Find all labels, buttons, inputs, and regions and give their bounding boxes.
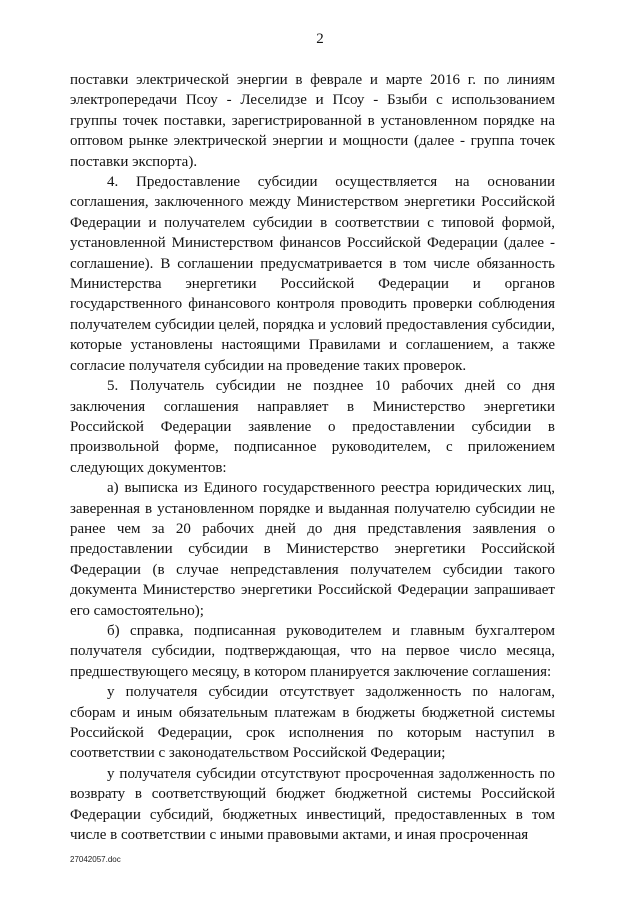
page-number: 2	[316, 31, 324, 47]
paragraph-item-4: 4. Предоставление субсидии осуществляется на основании соглашения, заключенного между Министерством энергетики Российской Федерации и получателем субсидии в соответствии с типовой формой, установленной Министерством финансов Российской Федерации (далее - соглашение). В соглашении предусматривается в том числе обязанность Министерства энергетики Российской Федерации и органов государственного финансового контроля проводить проверки соблюдения получателем субсидии целей, порядка и условий предоставления субсидии, которые установлены настоящими Правилами и соглашением, а также согласие получателя субсидии на проведение таких проверок.	[70, 174, 555, 374]
paragraph-item-5a: а) выписка из Единого государственного реестра юридических лиц, заверенная в установленном порядке и выданная получателю субсидии не ранее чем за 20 рабочих дней до дня представления заявления о предоставлении субсидии в Министерство энергетики Российской Федерации (в случае непредставления получателем субсидии такого документа Министерство энергетики Российской Федерации запрашивает его самостоятельно);	[70, 480, 555, 619]
paragraph-item-5b: б) справка, подписанная руководителем и главным бухгалтером получателя субсидии, подтверждающая, что на первое число месяца, предшествующего месяцу, в котором планируется заключение соглашения:	[70, 622, 555, 680]
paragraph-item-5b-overdue-debt: у получателя субсидии отсутствуют просроченная задолженность по возврату в соответствующий бюджет бюджетной системы Российской Федерации субсидий, бюджетных инвестиций, предоставленных в том числе в соответствии с иными правовыми актами, и иная просроченная	[70, 765, 555, 844]
document-body	[70, 70, 555, 845]
paragraph-item-5b-tax-debt: у получателя субсидии отсутствует задолженность по налогам, сборам и иным обязательным платежам в бюджеты бюджетной системы Российской Федерации, срок исполнения по которым наступил в соответствии с законодательством Российской Федерации;	[70, 684, 555, 762]
paragraph-continuation: поставки электрической энергии в феврале и марте 2016 г. по линиям электропередачи Псоу - Леселидзе и Псоу - Бзыби с использованием группы точек поставки, зарегистрированной в установленном порядке на оптовом рынке электрической энергии и мощности (далее - группа точек поставки экспорта).	[70, 72, 555, 170]
paragraph-item-5: 5. Получатель субсидии не позднее 10 рабочих дней со дня заключения соглашения направляет в Министерство энергетики Российской Федерации заявление о предоставлении субсидии в произвольной форме, подписанное руководителем, с приложением следующих документов:	[70, 378, 555, 476]
footer-file-code: 27042057.doc	[70, 855, 121, 864]
